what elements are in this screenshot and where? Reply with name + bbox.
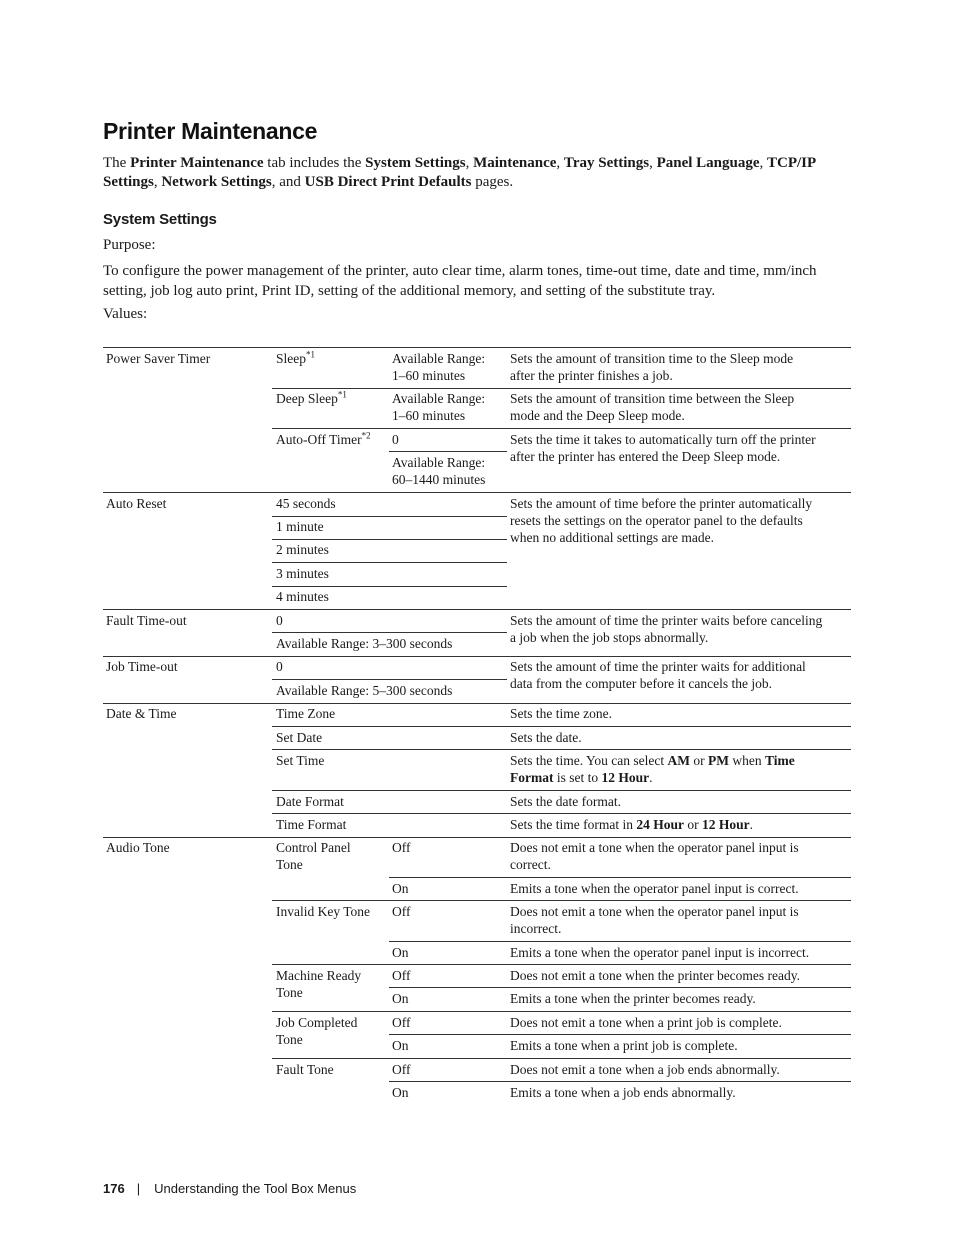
auto-reset-option: 3 minutes (276, 566, 329, 581)
fault-tone-on-desc: Emits a tone when a job ends abnormally. (510, 1085, 736, 1100)
set-date-label: Set Date (276, 730, 323, 745)
auto-off-range: Available Range: 60–1440 minutes (392, 455, 486, 487)
row-label-auto-reset: Auto Reset (106, 496, 167, 511)
set-date-desc: Sets the date. (510, 730, 582, 745)
control-panel-on: On (392, 881, 409, 896)
invalid-key-off: Off (392, 904, 411, 919)
time-format-label: Time Format (276, 817, 347, 832)
machine-ready-off: Off (392, 968, 411, 983)
footer-separator: | (136, 1181, 141, 1196)
deep-sleep-desc: Sets the amount of transition time between the Sleep mode and the Deep Sleep mode. (510, 391, 795, 423)
auto-off-default: 0 (392, 432, 399, 447)
control-panel-on-desc: Emits a tone when the operator panel input is correct. (510, 881, 799, 896)
deep-sleep-label: Deep Sleep$^{*1}$ (276, 389, 347, 406)
fault-tone-off: Off (392, 1062, 411, 1077)
fault-tone-on: On (392, 1085, 409, 1100)
auto-reset-option: 2 minutes (276, 542, 329, 557)
auto-reset-option: 1 minute (276, 519, 324, 534)
time-format-desc: Sets the time format in 24 Hour or 12 Hour. (510, 817, 754, 832)
auto-reset-desc: Sets the amount of time before the printer automatically resets the settings on the operator panel to the defaults when no additional settings are made. (510, 496, 813, 545)
job-timeout-default: 0 (276, 659, 283, 674)
intro-paragraph: The Printer Maintenance tab includes the System Settings, Maintenance, Tray Settings, Panel Language, TCP/IP Settings, Network Settings, and USB Direct Print Defaults pages. (103, 155, 816, 190)
machine-ready-off-desc: Does not emit a tone when the printer becomes ready. (510, 968, 801, 983)
fault-timeout-range: Available Range: 3–300 seconds (276, 636, 453, 651)
time-zone-label: Time Zone (276, 706, 336, 721)
set-time-desc: Sets the time. You can select AM or PM when Time Format is set to 12 Hour. (510, 753, 795, 785)
job-completed-off: Off (392, 1015, 411, 1030)
auto-off-desc: Sets the time it takes to automatically turn off the printer after the printer has entered the Deep Sleep mode. (510, 432, 816, 464)
job-timeout-desc: Sets the amount of time the printer waits for additional data from the computer before it cancels the job. (510, 659, 806, 691)
row-label-job-timeout: Job Time-out (106, 659, 178, 674)
row-label-date-time: Date & Time (106, 706, 177, 721)
page-number: 176 (103, 1181, 125, 1196)
job-completed-tone-label: Job Completed Tone (276, 1015, 358, 1047)
date-format-desc: Sets the date format. (510, 794, 621, 809)
row-label-fault-timeout: Fault Time-out (106, 613, 187, 628)
invalid-key-on-desc: Emits a tone when the operator panel input is incorrect. (510, 945, 810, 960)
control-panel-off: Off (392, 840, 411, 855)
date-format-label: Date Format (276, 794, 344, 809)
invalid-key-on: On (392, 945, 409, 960)
purpose-label: Purpose: (103, 237, 156, 253)
job-completed-on-desc: Emits a tone when a print job is complete. (510, 1038, 738, 1053)
job-timeout-range: Available Range: 5–300 seconds (276, 683, 453, 698)
control-panel-tone-label: Control Panel Tone (276, 840, 351, 872)
sleep-label: Sleep$^{*1}$ (276, 349, 315, 366)
machine-ready-tone-label: Machine Ready Tone (276, 968, 362, 1000)
set-time-label: Set Time (276, 753, 325, 768)
time-zone-desc: Sets the time zone. (510, 706, 612, 721)
machine-ready-on: On (392, 991, 409, 1006)
invalid-key-tone-label: Invalid Key Tone (276, 904, 371, 919)
page-title: Printer Maintenance (103, 118, 318, 144)
fault-tone-label: Fault Tone (276, 1062, 334, 1077)
row-label-audio-tone: Audio Tone (106, 840, 170, 855)
values-label: Values: (103, 306, 148, 322)
job-completed-on: On (392, 1038, 409, 1053)
auto-off-label: Auto-Off Timer$^{*2}$ (276, 430, 371, 447)
row-label-power-saver: Power Saver Timer (106, 351, 211, 366)
auto-reset-option: 45 seconds (276, 496, 336, 511)
invalid-key-off-desc: Does not emit a tone when the operator panel input is incorrect. (510, 904, 799, 936)
fault-tone-off-desc: Does not emit a tone when a job ends abnormally. (510, 1062, 780, 1077)
job-completed-off-desc: Does not emit a tone when a print job is complete. (510, 1015, 782, 1030)
sleep-desc: Sets the amount of transition time to the Sleep mode after the printer finishes a job. (510, 351, 794, 383)
control-panel-off-desc: Does not emit a tone when the operator panel input is correct. (510, 840, 799, 872)
fault-timeout-default: 0 (276, 613, 283, 628)
page-footer (103, 1181, 356, 1196)
chapter-title: Understanding the Tool Box Menus (154, 1181, 357, 1196)
machine-ready-on-desc: Emits a tone when the printer becomes ready. (510, 991, 756, 1006)
fault-timeout-desc: Sets the amount of time the printer waits before canceling a job when the job stops abnormally. (510, 613, 823, 645)
section-heading: System Settings (103, 211, 217, 228)
auto-reset-option: 4 minutes (276, 589, 329, 604)
sleep-range: Available Range: 1–60 minutes (392, 351, 486, 383)
deep-sleep-range: Available Range: 1–60 minutes (392, 391, 486, 423)
purpose-text: To configure the power management of the printer, auto clear time, alarm tones, time-out time, date and time, mm/inch setting, job log auto print, Print ID, setting of the additional memory, and setting of the substitute tray. (103, 263, 817, 299)
